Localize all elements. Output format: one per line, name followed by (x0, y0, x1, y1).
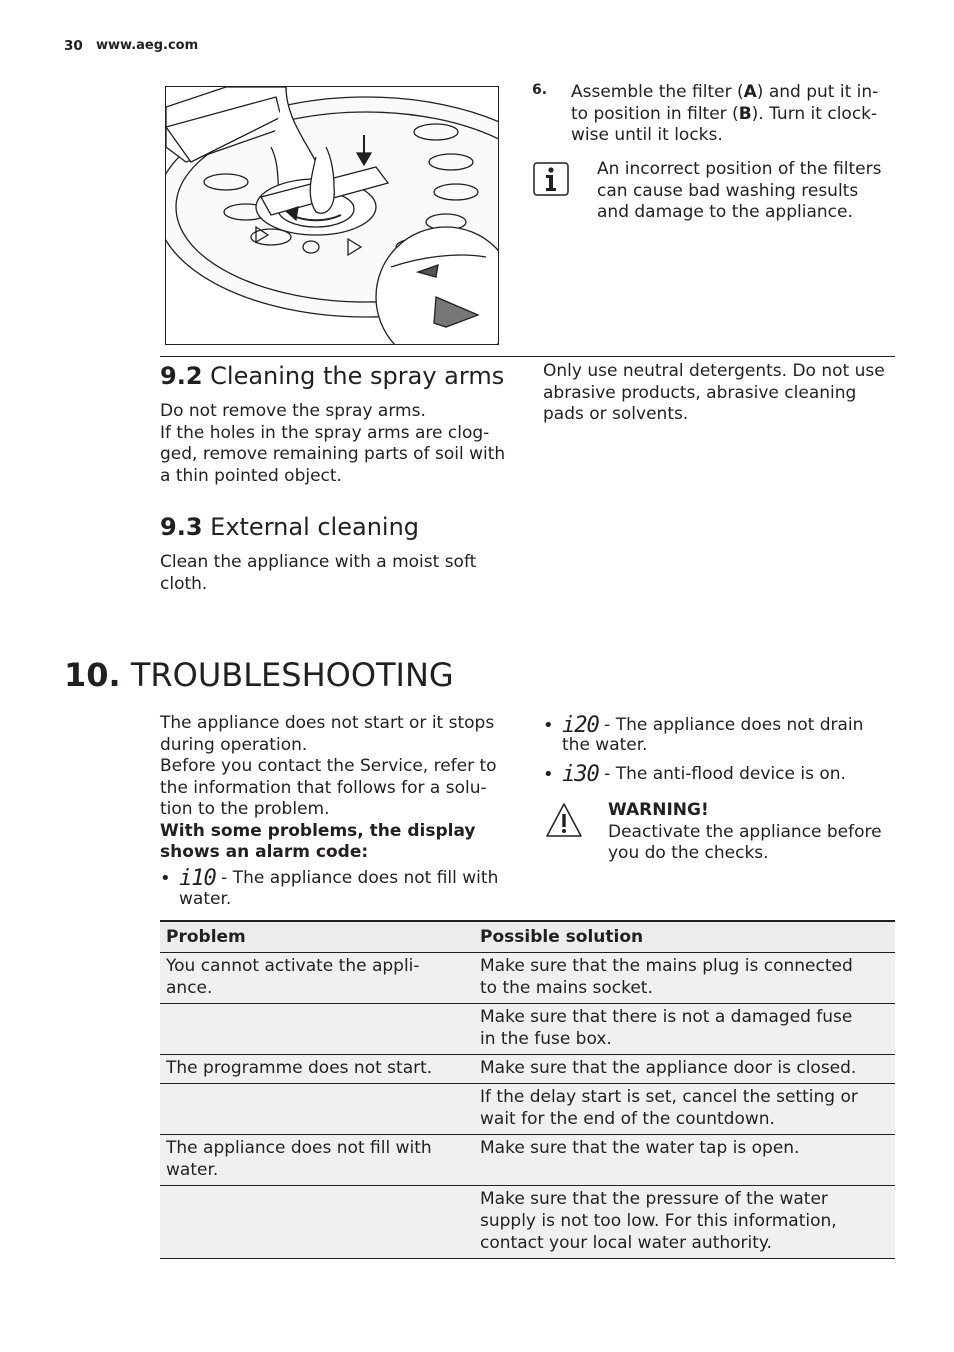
bold-line: shows an alarm code: (160, 842, 369, 862)
info-note-text (597, 159, 897, 224)
body-line: Before you contact the Service, refer to (160, 756, 497, 776)
filter-b-label: B (738, 103, 752, 124)
warning-line: Deactivate the appliance before (608, 821, 882, 842)
info-line: can cause bad washing results (597, 180, 859, 201)
section-title: External cleaning (210, 513, 420, 541)
step-text: Assemble the filter ( (571, 82, 744, 102)
solution-cell (474, 1135, 895, 1186)
table-header-row (160, 921, 895, 953)
body-line: abrasive products, abrasive cleaning (543, 382, 857, 403)
section-9-3-heading (160, 512, 419, 542)
chapter-heading (64, 655, 454, 695)
chapter-number: 10. (64, 656, 121, 694)
warning-line: you do the checks. (608, 843, 769, 863)
cell-line: Make sure that the mains plug is connected (480, 956, 853, 976)
section-divider (160, 356, 895, 357)
info-line: and damage to the appliance. (597, 202, 853, 222)
solution-cell (474, 953, 895, 1004)
body-line: Only use neutral detergents. Do not use (543, 361, 885, 381)
alarm-description: - The appliance does not fill with (215, 868, 499, 888)
problem-cell (160, 1084, 474, 1135)
body-line: the information that follows for a solu- (160, 777, 487, 798)
body-line: during operation. (160, 734, 308, 755)
table-row (160, 1004, 895, 1055)
cell-line: The programme does not start. (166, 1058, 433, 1078)
body-line: Clean the appliance with a moist soft (160, 552, 477, 572)
step-text: ) and put it in- (756, 82, 879, 102)
section-9-2-body (160, 401, 520, 487)
table-row (160, 1055, 895, 1084)
problem-cell (160, 953, 474, 1004)
cell-line: You cannot activate the appli- (166, 956, 420, 976)
filter-assembly-illustration (165, 86, 499, 345)
alarm-code-item (543, 715, 903, 756)
cell-line: to the mains socket. (480, 978, 653, 998)
table-row (160, 953, 895, 1004)
bullet-icon: • (160, 868, 171, 889)
cell-line: supply is not too low. For this information, (480, 1211, 837, 1231)
section-9-3-body (160, 552, 520, 595)
website-link[interactable]: www.aeg.com (96, 38, 199, 53)
alarm-description: water. (179, 889, 232, 909)
section-number: 9.3 (160, 513, 203, 541)
cell-line: water. (166, 1160, 219, 1180)
bold-line: With some problems, the display (160, 820, 476, 841)
step-text: wise until it locks. (571, 125, 723, 145)
warning-title: WARNING! (608, 800, 709, 820)
problem-cell (160, 1004, 474, 1055)
cell-line: If the delay start is set, cancel the setting or (480, 1087, 858, 1107)
alarm-code-item (543, 764, 903, 785)
body-line: pads or solvents. (543, 404, 689, 424)
bullet-icon: • (543, 764, 554, 785)
section-title: Cleaning the spray arms (210, 362, 505, 390)
cell-line: The appliance does not fill with (166, 1138, 432, 1158)
body-line: Do not remove the spray arms. (160, 401, 426, 421)
alarm-code-item (160, 868, 520, 910)
problem-cell (160, 1055, 474, 1084)
warning-text (608, 800, 908, 865)
solution-cell (474, 1186, 895, 1259)
table-row (160, 1186, 895, 1259)
cell-line: in the fuse box. (480, 1029, 612, 1049)
section-9-2-heading (160, 361, 504, 391)
table-row (160, 1084, 895, 1135)
info-line: An incorrect position of the filters (597, 159, 882, 179)
cell-line: ance. (166, 978, 213, 998)
alarm-code: i20 (562, 713, 599, 738)
cell-line: Make sure that the appliance door is closed. (480, 1058, 857, 1078)
cell-line: Make sure that there is not a damaged fuse (480, 1007, 853, 1027)
cell-line: Make sure that the pressure of the water (480, 1189, 828, 1209)
step-instruction (571, 82, 891, 147)
chapter-title: TROUBLESHOOTING (130, 656, 454, 694)
step-text: ). Turn it clock- (751, 103, 878, 124)
troubleshooting-intro (160, 713, 520, 864)
column-header-problem: Problem (160, 921, 474, 953)
table-row (160, 1135, 895, 1186)
alarm-description: - The anti-flood device is on. (598, 764, 846, 784)
body-line: tion to the problem. (160, 799, 330, 819)
body-line: If the holes in the spray arms are clog- (160, 422, 490, 443)
alarm-description: the water. (562, 735, 648, 755)
body-line: The appliance does not start or it stops (160, 713, 495, 733)
body-line: a thin pointed object. (160, 465, 342, 486)
alarm-code: i30 (562, 762, 599, 787)
problem-cell (160, 1135, 474, 1186)
column-header-solution: Possible solution (474, 921, 895, 953)
solution-cell (474, 1055, 895, 1084)
solution-cell (474, 1084, 895, 1135)
bullet-icon: • (543, 715, 554, 736)
step-text: to position in filter ( (571, 103, 739, 124)
solution-cell (474, 1004, 895, 1055)
step-number: 6. (532, 82, 548, 98)
body-line: cloth. (160, 573, 208, 594)
cell-line: wait for the end of the countdown. (480, 1109, 775, 1129)
detergent-note (543, 361, 903, 426)
info-icon (533, 162, 569, 196)
troubleshooting-table (160, 920, 895, 1259)
alarm-description: - The appliance does not drain (598, 715, 864, 735)
warning-icon (545, 802, 583, 838)
body-line: ged, remove remaining parts of soil with (160, 444, 506, 464)
problem-cell (160, 1186, 474, 1259)
alarm-code: i10 (179, 866, 216, 891)
cell-line: Make sure that the water tap is open. (480, 1138, 800, 1158)
cell-line: contact your local water authority. (480, 1233, 772, 1253)
page-number: 30 (64, 38, 83, 54)
section-number: 9.2 (160, 362, 203, 390)
filter-a-label: A (743, 82, 757, 102)
